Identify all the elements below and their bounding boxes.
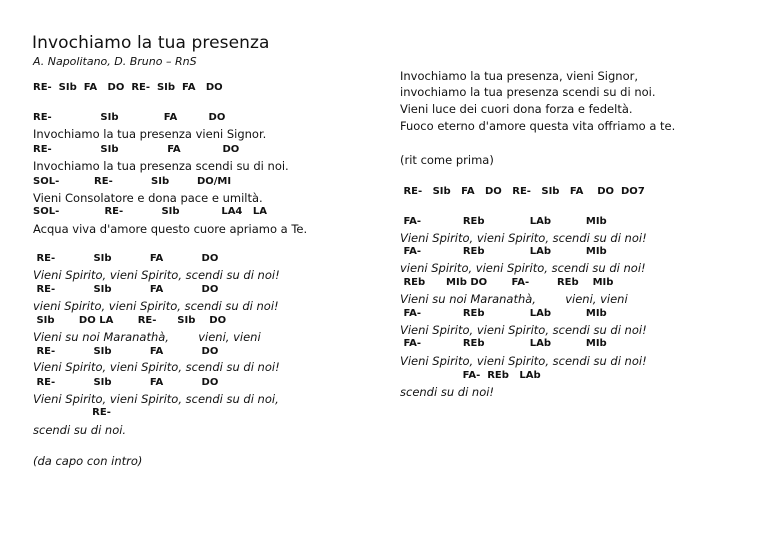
chord-line: REb MIb DO FA- REb MIb [400,277,614,288]
lyric-line-italic: Vieni su noi Maranathà, vieni, vieni [33,330,261,344]
lyric-line-italic: Vieni su noi Maranathà, vieni, vieni [400,292,628,306]
lyric-line-italic: Vieni Spirito, vieni Spirito, scendi su di noi! [33,360,280,374]
lyric-line-italic: Vieni Spirito, vieni Spirito, scendi su di noi! [33,268,280,282]
chord-line: SOL- RE- SIb DO/MI [33,176,232,187]
chord-line: RE- [33,407,111,418]
song-authors: A. Napolitano, D. Bruno – RnS [33,55,197,68]
chord-line: SIb DO LA RE- SIb DO [33,315,227,326]
lyric-line-italic: scendi su di noi! [400,385,495,399]
chord-line: RE- SIb FA DO [33,346,219,357]
chord-line: FA- REb LAb MIb [400,338,607,349]
chord-line: RE- SIb FA DO RE- SIb FA DO DO7 [400,186,645,197]
chord-line: FA- REb LAb MIb [400,216,607,227]
chord-line: RE- SIb FA DO [33,284,219,295]
chord-line: FA- REb LAb [400,370,541,381]
lyric-line-italic: (da capo con intro) [33,454,143,468]
lyric-line: (rit come prima) [400,153,494,167]
lyric-line: Invochiamo la tua presenza vieni Signor. [33,127,267,141]
chord-line: RE- SIb FA DO [33,377,219,388]
lyric-line: Invochiamo la tua presenza, vieni Signor, [400,69,638,83]
lyric-line: Fuoco eterno d'amore questa vita offriamo a te. [400,119,676,133]
lyric-line: Vieni Consolatore e dona pace e umiltà. [33,191,263,205]
lyric-line-italic: Vieni Spirito, vieni Spirito, scendi su di noi! [400,323,647,337]
lyric-line-italic: Vieni Spirito, vieni Spirito, scendi su di noi! [400,231,647,245]
song-title: Invochiamo la tua presenza [32,33,270,53]
lyric-line: Invochiamo la tua presenza scendi su di noi. [33,159,289,173]
chord-line: RE- SIb FA DO RE- SIb FA DO [33,82,223,93]
chord-line: RE- SIb FA DO [33,253,219,264]
lyric-line: Acqua viva d'amore questo cuore apriamo a Te. [33,222,308,236]
lyric-line-italic: vieni Spirito, vieni Spirito, scendi su di noi! [400,261,646,275]
chord-line: RE- SIb FA DO [33,144,240,155]
lyric-line-italic: Vieni Spirito, vieni Spirito, scendi su di noi, [33,392,279,406]
lyric-line: Vieni luce dei cuori dona forza e fedeltà. [400,102,633,116]
chord-line: FA- REb LAb MIb [400,246,607,257]
chord-line: RE- SIb FA DO [33,112,226,123]
lyric-line-italic: Vieni Spirito, vieni Spirito, scendi su di noi! [400,354,647,368]
chord-line: SOL- RE- SIb LA4 LA [33,206,267,217]
lyric-line-italic: scendi su di noi. [33,423,127,437]
lyric-line: invochiamo la tua presenza scendi su di noi. [400,85,656,99]
chord-line: FA- REb LAb MIb [400,308,607,319]
lyric-line-italic: vieni Spirito, vieni Spirito, scendi su di noi! [33,299,279,313]
